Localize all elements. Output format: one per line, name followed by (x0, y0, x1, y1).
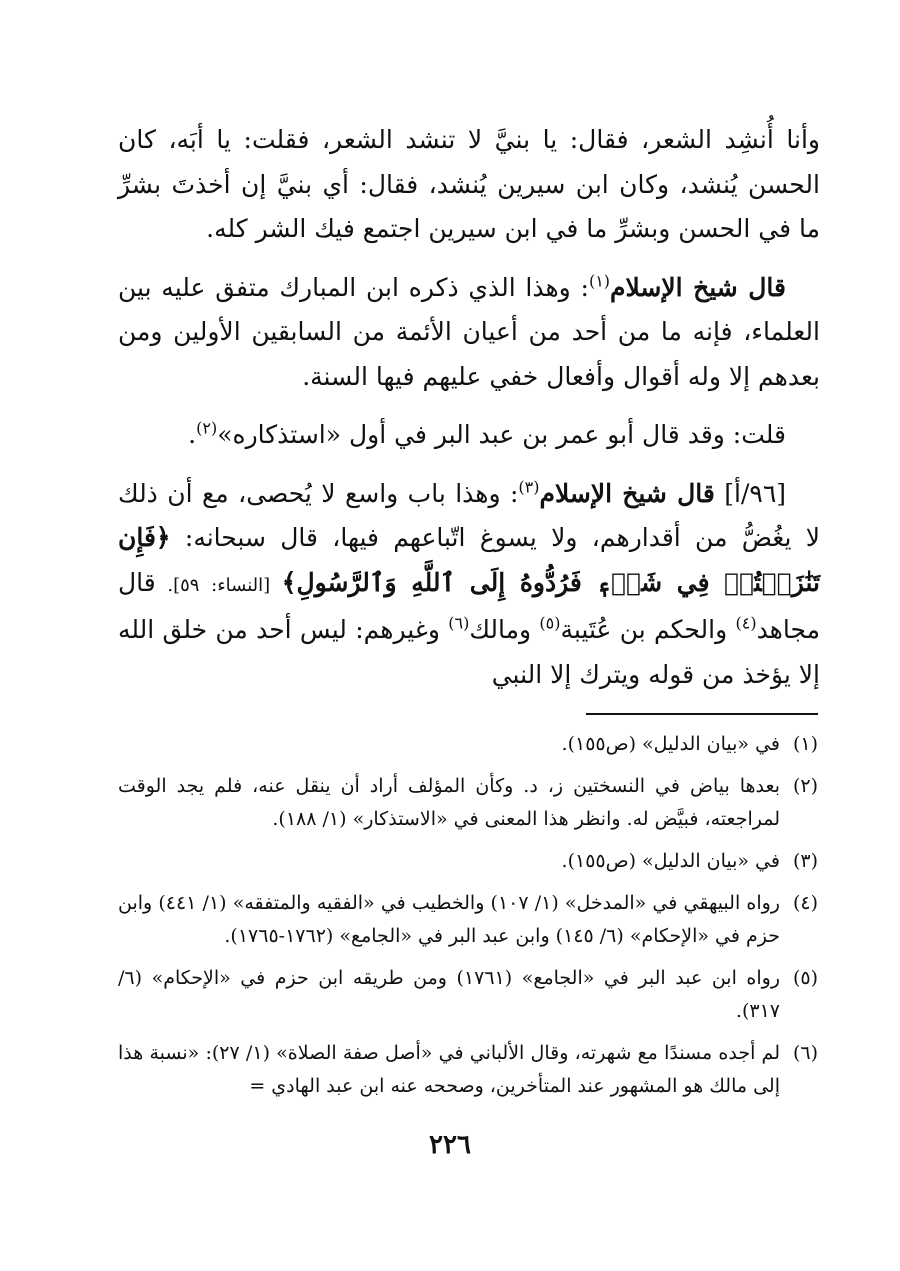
footnote-ref-6: (٦) (448, 613, 470, 633)
footnote-ref-2: (٢) (196, 418, 218, 438)
main-text (118, 118, 820, 697)
footnote-text: رواه البيهقي في «المدخل» (١/ ١٠٧) والخطيب في «الفقيه والمتفقه» (١/ ٤٤١) وابن حزم في «الإحكام» (٦/ ١٤٥) وابن عبد البر في «الجامع» (١٧٦٢-١٧٦٥). (118, 892, 780, 947)
paragraph-4 (118, 472, 820, 698)
footnote-text: لم أجده مسندًا مع شهرته، وقال الألباني في «أصل صفة الصلاة» (١/ ٢٧): «نسبة هذا إلى مالك هو المشهور عند المتأخرين، وصححه عنه ابن عبد الهادي = (118, 1042, 780, 1097)
footnote-text: في «بيان الدليل» (ص١٥٥). (561, 733, 780, 755)
paragraph-4-text-3: والحكم بن عُتَيبة (560, 615, 736, 644)
footnote-number: (٢) (792, 775, 818, 797)
footnote-2 (118, 770, 818, 836)
paragraph-3-end: . (188, 420, 197, 449)
footnotes (118, 728, 818, 1112)
footnote-text: رواه ابن عبد البر في «الجامع» (١٧٦١) ومن طريقه ابن حزم في «الإحكام» (٦/ ٣١٧). (118, 967, 780, 1022)
page-number: ٢٢٦ (429, 1130, 471, 1160)
footnote-ref-5: (٥) (539, 613, 561, 633)
paragraph-3-text: قلت: وقد قال أبو عمر بن عبد البر في أول «استذكاره» (217, 420, 786, 449)
footnote-separator (586, 713, 818, 715)
footnote-number: (٦) (792, 1042, 818, 1064)
footnote-number: (٤) (792, 892, 818, 914)
paragraph-4-text-2: قال مجاهد (118, 567, 821, 644)
paragraph-2 (118, 266, 820, 400)
paragraph-2-text: : وهذا الذي ذكره ابن المبارك متفق عليه بين العلماء، فإنه ما من أحد من أعيان الأئمة من السابقين الأولين ومن بعدهم إلا وله أقوال وأفعال خفي عليهم فيها السنة. (118, 272, 820, 391)
quran-verse: ﴿فَإِن تَنَٰزَعۡتُمۡ فِي شَيۡءٖ فَرُدُّوهُ إِلَى ٱللَّهِ وَٱلرَّسُولِ﴾ (118, 523, 821, 597)
footnote-1 (118, 728, 818, 761)
footnote-4 (118, 887, 818, 953)
footnote-ref-4: (٤) (735, 613, 757, 633)
paragraph-1 (118, 118, 820, 252)
verse-reference: [النساء: ٥٩]. (155, 574, 282, 596)
footnote-number: (٣) (792, 850, 818, 872)
footnote-5 (118, 962, 818, 1028)
footnote-3 (118, 845, 818, 878)
paragraph-1-text: وأنا أُنشِد الشعر، فقال: يا بنيَّ لا تنشد الشعر، فقلت: يا أبَه، كان الحسن يُنشد، وكان ابن سيرين يُنشد، فقال: أي بنيَّ إن أخذتَ بشرِّ ما في الحسن وبشرِّ ما في ابن سيرين اجتمع فيك الشر كله. (118, 125, 820, 243)
footnote-text: بعدها بياض في النسختين ز، د. وكأن المؤلف أراد أن ينقل عنه، فلم يجد الوقت لمراجعته، فبيَّض له. وانظر هذا المعنى في «الاستذكار» (١/ ١٨٨). (118, 775, 780, 830)
speaker-heading-2: قال شيخ الإسلام (539, 478, 715, 508)
footnote-text: في «بيان الدليل» (ص١٥٥). (561, 850, 780, 872)
paragraph-4-text-4: ومالك (469, 615, 540, 644)
manuscript-page-ref: [٩٦/أ] (724, 478, 787, 508)
paragraph-3 (118, 413, 820, 458)
speaker-heading: قال شيخ الإسلام (610, 272, 786, 302)
footnote-ref-1: (١) (588, 271, 611, 291)
paragraph-4-text-5: وغيرهم: ليس أحد من خلق الله إلا يؤخذ من قوله ويترك إلا النبي (118, 615, 820, 689)
footnote-ref-3: (٣) (518, 477, 540, 497)
footnote-6 (118, 1037, 818, 1103)
footnote-number: (١) (792, 733, 818, 755)
paragraph-4-text-1: : وهذا باب واسع لا يُحصى، مع أن ذلك لا يغُضُّ من أقدارهم، ولا يسوغ اتّباعهم فيها، قال سبحانه: (118, 478, 820, 552)
footnote-number: (٥) (792, 967, 818, 989)
